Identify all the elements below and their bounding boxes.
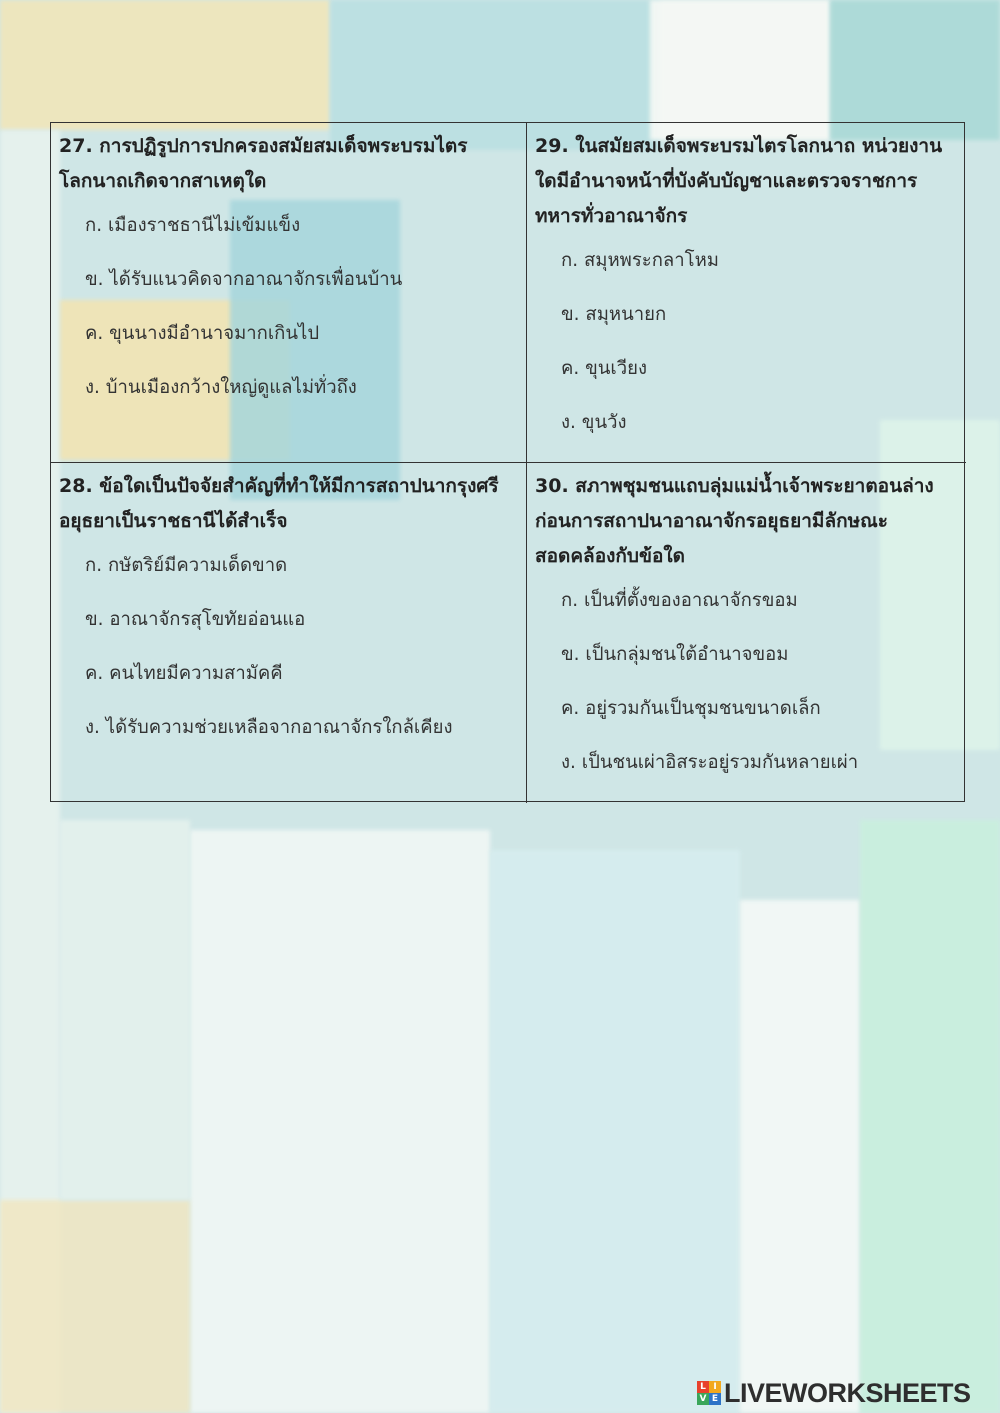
option-a[interactable]: ก. เป็นที่ตั้งของอาณาจักรขอม xyxy=(561,590,798,611)
option-b[interactable]: ข. เป็นกลุ่มชนใต้อำนาจขอม xyxy=(561,644,789,665)
question-table xyxy=(50,122,965,802)
option-b[interactable]: ข. สมุหนายก xyxy=(561,304,667,325)
question-cell-27 xyxy=(51,123,526,462)
option-d[interactable]: ง. เป็นชนเผ่าอิสระอยู่รวมกันหลายเผ่า xyxy=(561,752,859,773)
question-cell-30 xyxy=(526,462,966,803)
option-c[interactable]: ค. คนไทยมีความสามัคคี xyxy=(85,663,283,684)
logo-text: LIVEWORKSHEETS xyxy=(724,1377,971,1408)
question-cell-29 xyxy=(526,123,966,462)
option-a[interactable]: ก. สมุหพระกลาโหม xyxy=(561,250,719,271)
question-title: 30. สภาพชุมชนแถบลุ่มแม่น้ำเจ้าพระยาตอนล่าง ก่อนการสถาปนาอาณาจักรอยุธยามีลักษณะ สอดคล้องกับข้อใด xyxy=(535,475,934,567)
liveworksheets-logo-icon: L I V E xyxy=(697,1381,721,1405)
question-title: 28. ข้อใดเป็นปัจจัยสำคัญที่ทำให้มีการสถาปนากรุงศรี อยุธยาเป็นราชธานีได้สำเร็จ xyxy=(59,475,499,532)
option-d[interactable]: ง. ขุนวัง xyxy=(561,412,627,433)
option-b[interactable]: ข. ได้รับแนวคิดจากอาณาจักรเพื่อนบ้าน xyxy=(85,269,403,290)
option-c[interactable]: ค. ขุนเวียง xyxy=(561,358,648,379)
option-b[interactable]: ข. อาณาจักรสุโขทัยอ่อนแอ xyxy=(85,609,306,630)
question-cell-28 xyxy=(51,462,526,803)
question-title: 27. การปฏิรูปการปกครองสมัยสมเด็จพระบรมไตร โลกนาถเกิดจากสาเหตุใด xyxy=(59,135,468,192)
option-d[interactable]: ง. ได้รับความช่วยเหลือจากอาณาจักรใกล้เคียง xyxy=(85,717,453,738)
option-d[interactable]: ง. บ้านเมืองกว้างใหญ่ดูแลไม่ทั่วถึง xyxy=(85,377,357,398)
option-a[interactable]: ก. กษัตริย์มีความเด็ดขาด xyxy=(85,555,288,576)
question-title: 29. ในสมัยสมเด็จพระบรมไตรโลกนาถ หน่วยงาน ใดมีอำนาจหน้าที่บังคับบัญชาและตรวจราชการ ทหารทั่วอาณาจักร xyxy=(535,135,943,227)
option-c[interactable]: ค. อยู่รวมกันเป็นชุมชนขนาดเล็ก xyxy=(561,698,821,719)
option-c[interactable]: ค. ขุนนางมีอำนาจมากเกินไป xyxy=(85,323,320,344)
liveworksheets-logo[interactable] xyxy=(697,1377,971,1408)
option-a[interactable]: ก. เมืองราชธานีไม่เข้มแข็ง xyxy=(85,215,301,236)
